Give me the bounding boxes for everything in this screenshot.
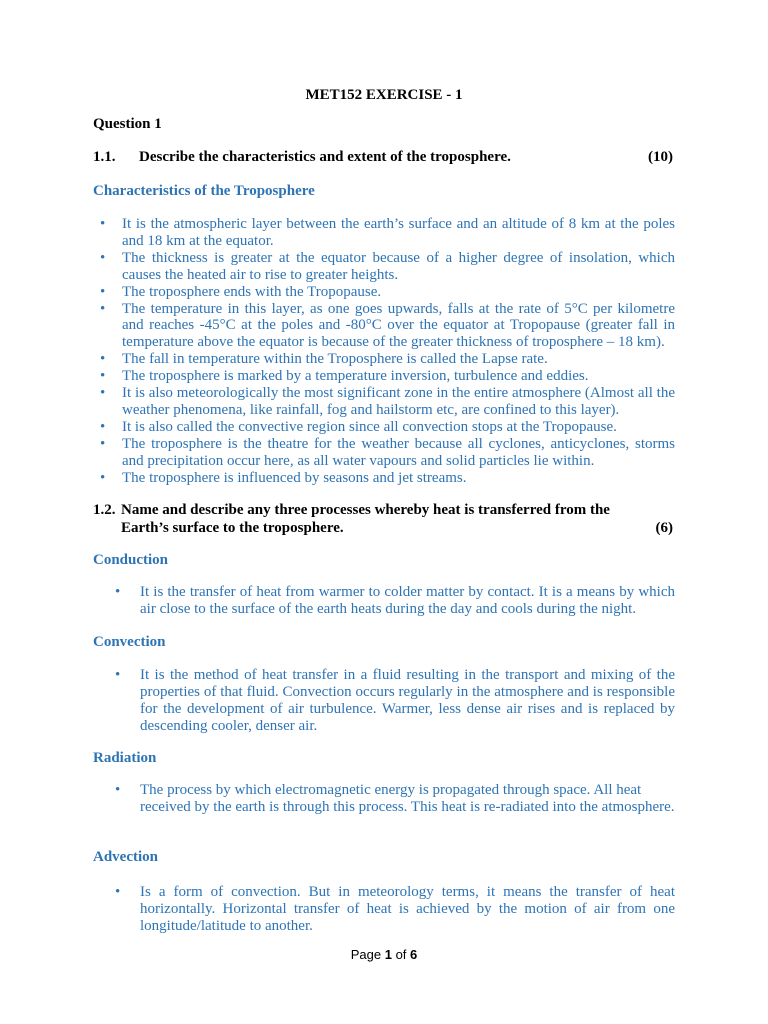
question-marks: (10) xyxy=(648,149,673,165)
list-item: • It is the atmospheric layer between the earth’s surface and an altitude of 8 km at the poles and 18 km at the equator. xyxy=(93,216,675,250)
question-text: Describe the characteristics and extent of the troposphere. xyxy=(139,149,511,165)
list-item: • The troposphere is marked by a temperature inversion, turbulence and eddies. xyxy=(93,368,675,385)
question-text-line1: Name and describe any three processes whereby heat is transferred from the xyxy=(121,502,610,518)
current-page: 1 xyxy=(384,947,392,962)
list-item: • The troposphere is influenced by seasons and jet streams. xyxy=(93,470,675,487)
document-title: MET152 EXERCISE - 1 xyxy=(305,87,463,103)
page-word: Page xyxy=(350,947,382,962)
conduction-heading: Conduction xyxy=(93,552,169,568)
question-text-line2: Earth’s surface to the troposphere. xyxy=(121,520,344,536)
list-item: • It is the transfer of heat from warmer to colder matter by contact. It is a means by which air close to the surface of the earth heats during the day and cools during the night. xyxy=(115,584,675,618)
list-item: • The troposphere is the theatre for the weather because all cyclones, anticyclones, storms and precipitation occur here, as all water vapours and solid particles lie within. xyxy=(93,436,675,470)
list-item: • The troposphere ends with the Tropopause. xyxy=(93,284,675,301)
characteristics-heading: Characteristics of the Troposphere xyxy=(93,183,315,199)
list-item: • The process by which electromagnetic energy is propagated through space. All heat received by the earth is through this process. This heat is re-radiated into the atmosphere. xyxy=(115,782,675,816)
list-item: • The fall in temperature within the Troposphere is called the Lapse rate. xyxy=(93,351,675,368)
list-item: • Is a form of convection. But in meteorology terms, it means the transfer of heat horizontally. Horizontal transfer of heat is achieved by the motion of air from one longitude/latitude to another. xyxy=(115,884,675,935)
of-word: of xyxy=(395,947,407,962)
characteristics-list xyxy=(93,216,675,487)
list-item: • The temperature in this layer, as one goes upwards, falls at the rate of 5°C per kilometre and reaches -45°C at the poles and -80°C over the equator at Tropopause (greater fall in temperature above the equator is because of the greater thickness of troposphere – 18 km). xyxy=(93,301,675,352)
list-item: • It is the method of heat transfer in a fluid resulting in the transport and mixing of the properties of that fluid. Convection occurs regularly in the atmosphere and is responsible for the development of air turbulence. Warmer, less dense air rises and is replaced by descending cooler, denser air. xyxy=(115,667,675,735)
question-number: 1.2. xyxy=(93,502,116,518)
convection-heading: Convection xyxy=(93,634,166,650)
radiation-heading: Radiation xyxy=(93,750,157,766)
question-1-2 xyxy=(93,502,673,542)
advection-heading: Advection xyxy=(93,849,158,865)
question-number: 1.1. xyxy=(93,149,116,165)
conduction-list xyxy=(115,584,675,618)
total-pages: 6 xyxy=(410,947,418,962)
list-item: • It is also called the convective region since all convection stops at the Tropopause. xyxy=(93,419,675,436)
question-marks: (6) xyxy=(655,520,673,536)
question-label: Question 1 xyxy=(93,116,162,132)
radiation-list xyxy=(115,782,675,816)
page-footer xyxy=(0,947,768,962)
advection-list xyxy=(115,884,675,935)
list-item: • It is also meteorologically the most significant zone in the entire atmosphere (Almost all the weather phenomena, like rainfall, fog and hailstorm etc, are confined to this layer). xyxy=(93,385,675,419)
list-item: • The thickness is greater at the equator because of a higher degree of insolation, which causes the heated air to rise to greater heights. xyxy=(93,250,675,284)
convection-list xyxy=(115,667,675,735)
